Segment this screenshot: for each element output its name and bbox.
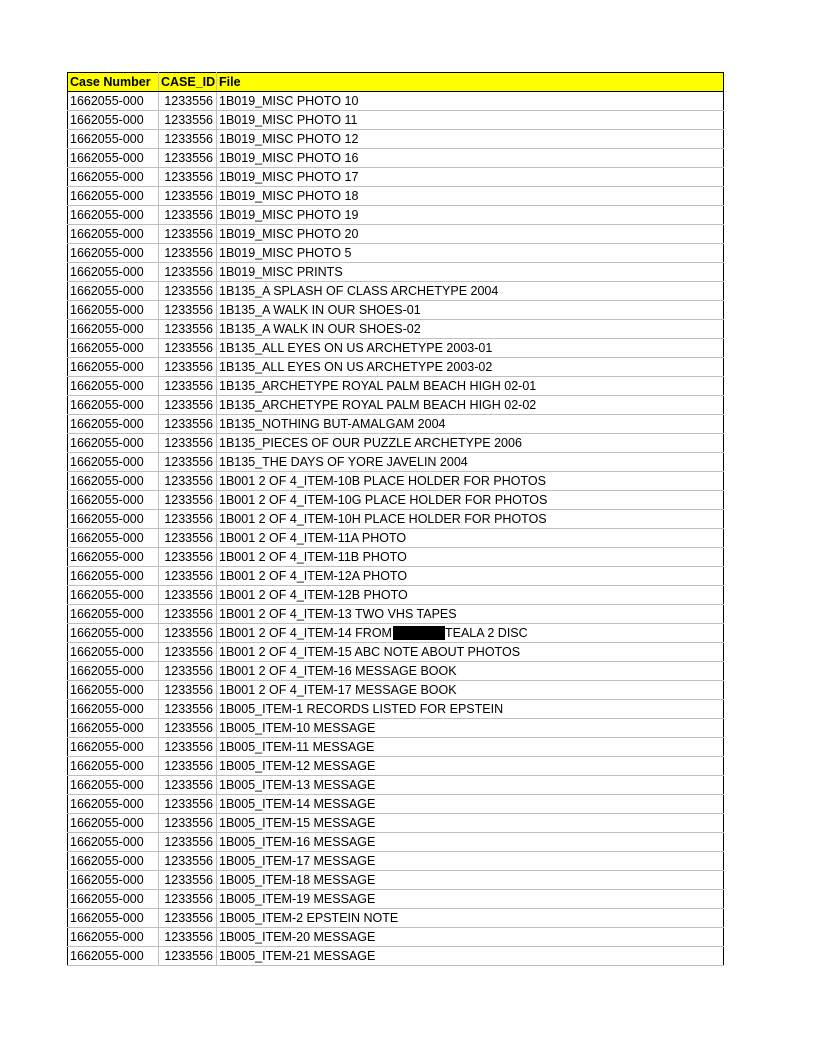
case-id-cell: 1233556 [159, 776, 217, 795]
table-row [68, 757, 724, 776]
file-cell: 1B005_ITEM-15 MESSAGE [217, 814, 724, 833]
case-number-cell: 1662055-000 [68, 890, 159, 909]
table-row [68, 586, 724, 605]
table-row [68, 814, 724, 833]
case-id-cell: 1233556 [159, 111, 217, 130]
case-id-cell: 1233556 [159, 206, 217, 225]
case-id-cell: 1233556 [159, 491, 217, 510]
case-number-cell: 1662055-000 [68, 681, 159, 700]
file-cell: 1B019_MISC PHOTO 20 [217, 225, 724, 244]
table-body [68, 92, 724, 966]
table-row [68, 662, 724, 681]
table-row [68, 396, 724, 415]
file-cell: 1B135_ALL EYES ON US ARCHETYPE 2003-01 [217, 339, 724, 358]
case-id-cell: 1233556 [159, 453, 217, 472]
case-number-cell: 1662055-000 [68, 529, 159, 548]
case-id-cell: 1233556 [159, 225, 217, 244]
table-row [68, 852, 724, 871]
header-row [68, 73, 724, 92]
case-id-cell: 1233556 [159, 738, 217, 757]
file-cell: 1B019_MISC PHOTO 10 [217, 92, 724, 111]
case-id-cell: 1233556 [159, 529, 217, 548]
table-row [68, 111, 724, 130]
table-row [68, 282, 724, 301]
table-row [68, 548, 724, 567]
case-id-cell: 1233556 [159, 757, 217, 776]
table-row [68, 206, 724, 225]
case-number-cell: 1662055-000 [68, 244, 159, 263]
case-number-cell: 1662055-000 [68, 92, 159, 111]
file-cell: 1B019_MISC PHOTO 17 [217, 168, 724, 187]
case-number-cell: 1662055-000 [68, 301, 159, 320]
case-id-cell: 1233556 [159, 947, 217, 966]
case-number-cell: 1662055-000 [68, 719, 159, 738]
table-row [68, 776, 724, 795]
file-cell: 1B135_ALL EYES ON US ARCHETYPE 2003-02 [217, 358, 724, 377]
case-number-cell: 1662055-000 [68, 548, 159, 567]
case-number-cell: 1662055-000 [68, 434, 159, 453]
case-number-cell: 1662055-000 [68, 415, 159, 434]
case-id-cell: 1233556 [159, 282, 217, 301]
file-cell: 1B135_A SPLASH OF CLASS ARCHETYPE 2004 [217, 282, 724, 301]
case-number-cell: 1662055-000 [68, 814, 159, 833]
case-number-cell: 1662055-000 [68, 700, 159, 719]
case-number-cell: 1662055-000 [68, 168, 159, 187]
file-cell: 1B135_ARCHETYPE ROYAL PALM BEACH HIGH 02-01 [217, 377, 724, 396]
case-number-cell: 1662055-000 [68, 111, 159, 130]
file-cell: 1B005_ITEM-16 MESSAGE [217, 833, 724, 852]
table-row [68, 149, 724, 168]
case-number-cell: 1662055-000 [68, 643, 159, 662]
table-row [68, 358, 724, 377]
case-id-cell: 1233556 [159, 187, 217, 206]
case-id-cell: 1233556 [159, 434, 217, 453]
table-row [68, 529, 724, 548]
table-row [68, 225, 724, 244]
table-row [68, 795, 724, 814]
table-row [68, 415, 724, 434]
file-cell: 1B019_MISC PHOTO 5 [217, 244, 724, 263]
case-number-cell: 1662055-000 [68, 662, 159, 681]
file-cell: 1B005_ITEM-1 RECORDS LISTED FOR EPSTEIN [217, 700, 724, 719]
file-cell: 1B019_MISC PHOTO 16 [217, 149, 724, 168]
case-number-cell: 1662055-000 [68, 605, 159, 624]
case-id-cell: 1233556 [159, 320, 217, 339]
file-cell: 1B005_ITEM-11 MESSAGE [217, 738, 724, 757]
case-id-cell: 1233556 [159, 795, 217, 814]
table-row [68, 567, 724, 586]
case-number-cell: 1662055-000 [68, 491, 159, 510]
redaction-bar [393, 626, 445, 640]
table-row [68, 510, 724, 529]
table-row [68, 605, 724, 624]
table-row [68, 947, 724, 966]
case-file-table [67, 72, 724, 966]
case-id-cell: 1233556 [159, 92, 217, 111]
case-number-cell: 1662055-000 [68, 472, 159, 491]
file-cell: 1B001 2 OF 4_ITEM-10G PLACE HOLDER FOR PHOTOS [217, 491, 724, 510]
case-number-cell: 1662055-000 [68, 339, 159, 358]
table-row [68, 624, 724, 643]
case-id-cell: 1233556 [159, 814, 217, 833]
table-row [68, 681, 724, 700]
table-row [68, 92, 724, 111]
file-cell: 1B005_ITEM-20 MESSAGE [217, 928, 724, 947]
file-cell: 1B001 2 OF 4_ITEM-12A PHOTO [217, 567, 724, 586]
case-number-cell: 1662055-000 [68, 567, 159, 586]
case-number-cell: 1662055-000 [68, 225, 159, 244]
file-cell [217, 624, 724, 643]
case-number-cell: 1662055-000 [68, 149, 159, 168]
case-number-cell: 1662055-000 [68, 586, 159, 605]
case-number-cell: 1662055-000 [68, 909, 159, 928]
file-cell: 1B001 2 OF 4_ITEM-15 ABC NOTE ABOUT PHOTOS [217, 643, 724, 662]
file-cell: 1B135_A WALK IN OUR SHOES-01 [217, 301, 724, 320]
case-id-cell: 1233556 [159, 586, 217, 605]
case-id-cell: 1233556 [159, 852, 217, 871]
table-row [68, 928, 724, 947]
case-id-cell: 1233556 [159, 681, 217, 700]
file-cell: 1B019_MISC PHOTO 19 [217, 206, 724, 225]
header-file: File [217, 73, 724, 92]
case-number-cell: 1662055-000 [68, 871, 159, 890]
table-row [68, 187, 724, 206]
case-number-cell: 1662055-000 [68, 320, 159, 339]
table-row [68, 738, 724, 757]
file-cell: 1B001 2 OF 4_ITEM-11B PHOTO [217, 548, 724, 567]
case-number-cell: 1662055-000 [68, 947, 159, 966]
case-id-cell: 1233556 [159, 700, 217, 719]
file-cell: 1B005_ITEM-14 MESSAGE [217, 795, 724, 814]
file-cell: 1B001 2 OF 4_ITEM-12B PHOTO [217, 586, 724, 605]
table-row [68, 643, 724, 662]
case-id-cell: 1233556 [159, 605, 217, 624]
case-id-cell: 1233556 [159, 263, 217, 282]
case-id-cell: 1233556 [159, 415, 217, 434]
table-row [68, 491, 724, 510]
file-cell: 1B001 2 OF 4_ITEM-11A PHOTO [217, 529, 724, 548]
file-cell: 1B005_ITEM-2 EPSTEIN NOTE [217, 909, 724, 928]
header-case-number: Case Number [68, 73, 159, 92]
case-id-cell: 1233556 [159, 548, 217, 567]
file-cell: 1B005_ITEM-13 MESSAGE [217, 776, 724, 795]
case-id-cell: 1233556 [159, 377, 217, 396]
table-row [68, 320, 724, 339]
case-number-cell: 1662055-000 [68, 795, 159, 814]
case-id-cell: 1233556 [159, 244, 217, 263]
table-row [68, 833, 724, 852]
case-number-cell: 1662055-000 [68, 852, 159, 871]
case-id-cell: 1233556 [159, 928, 217, 947]
case-number-cell: 1662055-000 [68, 776, 159, 795]
case-number-cell: 1662055-000 [68, 358, 159, 377]
file-cell: 1B005_ITEM-10 MESSAGE [217, 719, 724, 738]
case-id-cell: 1233556 [159, 624, 217, 643]
case-number-cell: 1662055-000 [68, 510, 159, 529]
case-id-cell: 1233556 [159, 890, 217, 909]
case-id-cell: 1233556 [159, 358, 217, 377]
case-number-cell: 1662055-000 [68, 263, 159, 282]
case-id-cell: 1233556 [159, 130, 217, 149]
case-number-cell: 1662055-000 [68, 206, 159, 225]
case-number-cell: 1662055-000 [68, 187, 159, 206]
table-row [68, 434, 724, 453]
file-cell: 1B001 2 OF 4_ITEM-16 MESSAGE BOOK [217, 662, 724, 681]
case-number-cell: 1662055-000 [68, 833, 159, 852]
case-id-cell: 1233556 [159, 168, 217, 187]
table-row [68, 871, 724, 890]
case-id-cell: 1233556 [159, 643, 217, 662]
file-cell: 1B019_MISC PHOTO 18 [217, 187, 724, 206]
table-row [68, 301, 724, 320]
header-case-id: CASE_ID [159, 73, 217, 92]
case-number-cell: 1662055-000 [68, 377, 159, 396]
case-number-cell: 1662055-000 [68, 453, 159, 472]
table-row [68, 377, 724, 396]
file-cell: 1B005_ITEM-17 MESSAGE [217, 852, 724, 871]
case-id-cell: 1233556 [159, 510, 217, 529]
table-row [68, 472, 724, 491]
file-cell: 1B019_MISC PHOTO 11 [217, 111, 724, 130]
case-id-cell: 1233556 [159, 301, 217, 320]
case-number-cell: 1662055-000 [68, 738, 159, 757]
case-number-cell: 1662055-000 [68, 396, 159, 415]
file-cell: 1B005_ITEM-18 MESSAGE [217, 871, 724, 890]
file-cell: 1B135_PIECES OF OUR PUZZLE ARCHETYPE 2006 [217, 434, 724, 453]
case-number-cell: 1662055-000 [68, 624, 159, 643]
file-cell: 1B019_MISC PHOTO 12 [217, 130, 724, 149]
file-cell: 1B019_MISC PRINTS [217, 263, 724, 282]
case-id-cell: 1233556 [159, 909, 217, 928]
case-id-cell: 1233556 [159, 662, 217, 681]
case-id-cell: 1233556 [159, 396, 217, 415]
case-number-cell: 1662055-000 [68, 928, 159, 947]
table-row [68, 700, 724, 719]
file-cell: 1B005_ITEM-21 MESSAGE [217, 947, 724, 966]
case-id-cell: 1233556 [159, 871, 217, 890]
table-row [68, 909, 724, 928]
table-row [68, 339, 724, 358]
case-id-cell: 1233556 [159, 149, 217, 168]
case-id-cell: 1233556 [159, 719, 217, 738]
table-row [68, 244, 724, 263]
case-id-cell: 1233556 [159, 339, 217, 358]
file-text-after-redaction: TEALA 2 DISC [444, 626, 528, 640]
file-cell: 1B001 2 OF 4_ITEM-13 TWO VHS TAPES [217, 605, 724, 624]
file-cell: 1B135_ARCHETYPE ROYAL PALM BEACH HIGH 02-02 [217, 396, 724, 415]
table-row [68, 453, 724, 472]
file-cell: 1B001 2 OF 4_ITEM-10H PLACE HOLDER FOR PHOTOS [217, 510, 724, 529]
file-cell: 1B005_ITEM-12 MESSAGE [217, 757, 724, 776]
case-id-cell: 1233556 [159, 567, 217, 586]
file-text-before-redaction: 1B001 2 OF 4_ITEM-14 FROM [219, 626, 392, 640]
table-row [68, 130, 724, 149]
table-row [68, 263, 724, 282]
case-number-cell: 1662055-000 [68, 282, 159, 301]
file-cell: 1B001 2 OF 4_ITEM-17 MESSAGE BOOK [217, 681, 724, 700]
table-row [68, 168, 724, 187]
file-cell: 1B005_ITEM-19 MESSAGE [217, 890, 724, 909]
case-id-cell: 1233556 [159, 833, 217, 852]
case-number-cell: 1662055-000 [68, 130, 159, 149]
file-cell: 1B001 2 OF 4_ITEM-10B PLACE HOLDER FOR PHOTOS [217, 472, 724, 491]
table-row [68, 719, 724, 738]
file-cell: 1B135_THE DAYS OF YORE JAVELIN 2004 [217, 453, 724, 472]
file-cell: 1B135_A WALK IN OUR SHOES-02 [217, 320, 724, 339]
table-row [68, 890, 724, 909]
case-number-cell: 1662055-000 [68, 757, 159, 776]
file-cell: 1B135_NOTHING BUT-AMALGAM 2004 [217, 415, 724, 434]
case-id-cell: 1233556 [159, 472, 217, 491]
